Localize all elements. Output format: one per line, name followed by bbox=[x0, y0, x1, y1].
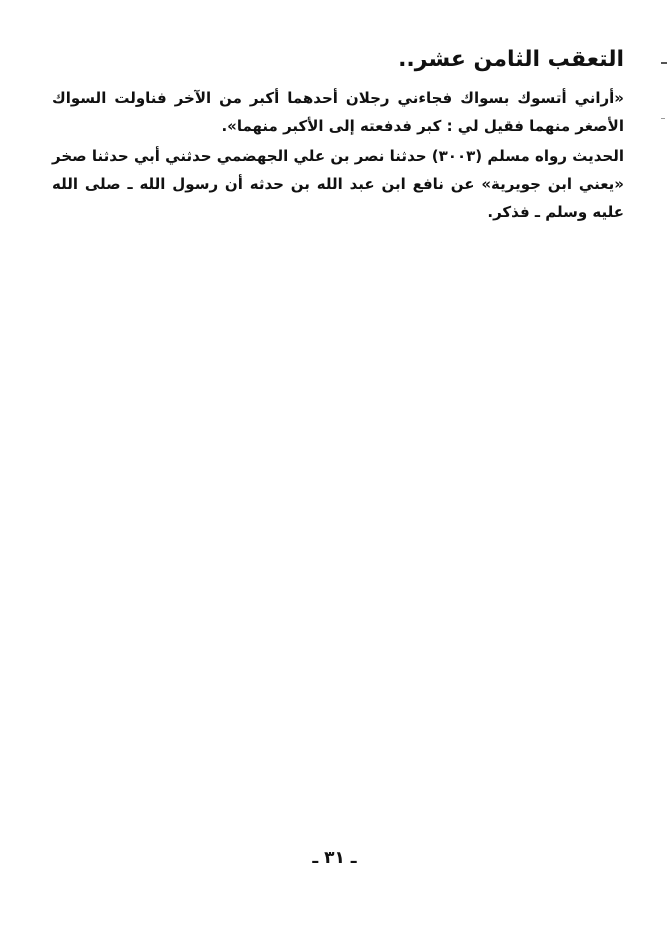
hadith-text-paragraph: «أراني أتسوك بسواك فجاءني رجلان أحدهما أكبر من الآخر فناولت السواك الأصغر منهما فقيل لي : كبر فدفعته إلى الأكبر منهما». bbox=[52, 89, 624, 135]
hadith-source-paragraph: الحديث رواه مسلم (٣٠٠٣) حدثنا نصر بن علي الجهضمي حدثني أبي حدثنا صخر «يعني ابن جويرية» عن نافع ابن عبد الله بن حدثه أن رسول الله ـ صلى الله عليه وسلم ـ فذكر. bbox=[52, 147, 624, 221]
scan-edge-mark-small bbox=[661, 118, 665, 119]
section-heading: التعقب الثامن عشر.. bbox=[398, 47, 624, 72]
scan-edge-mark bbox=[661, 62, 667, 64]
page-number: ـ ٣١ ـ bbox=[312, 848, 357, 868]
page-content bbox=[52, 40, 624, 226]
